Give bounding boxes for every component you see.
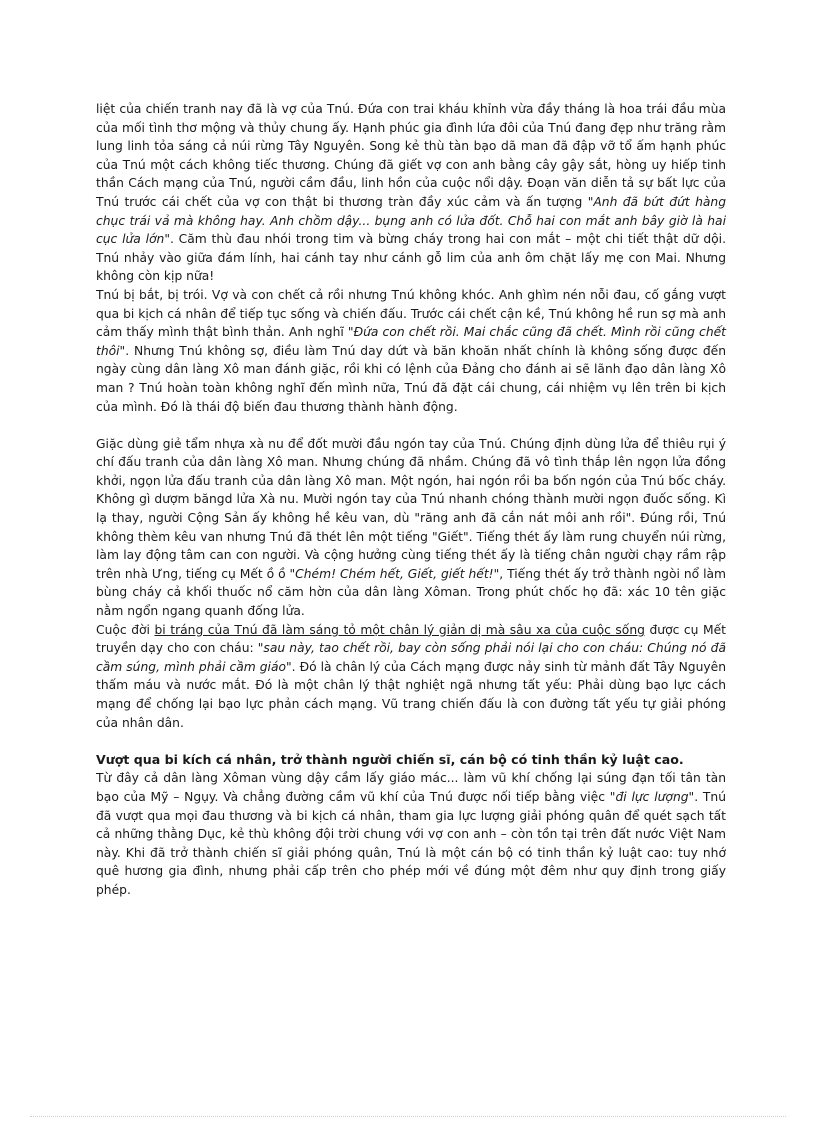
paragraph-tnu-captured [96,286,726,416]
paragraph-gap [96,416,726,435]
paragraph-gap [96,732,726,751]
text-span: ". Tnú đã vượt qua mọi đau thương và bi kịch cá nhân, tham gia lực lượng giải phóng quân để quét sạch tất cả những thằng Dục, kẻ thù không đội trời chung với vợ con anh – còn tồn tại trên đất nước Việt Nam này. Khi đã trở thành chiến sĩ giải phóng quân, Tnú là một cán bộ có tinh thần kỷ luật cao: tuy nhớ quê hương gia đình, nhưng phải cấp trên cho phép mới về đúng một đêm như quy định trong giấy phép. [96,789,726,897]
text-span: Tnú bị bắt, bị trói. Vợ và con chết cả rồi nhưng Tnú không khóc. Anh ghìm nén nỗi đau, cố gắng vượt qua bi kịch cá nhân để tiếp tục sống và chiến đấu. Trước cái chết cận kề, Tnú không hề run sợ mà anh cảm thấy mình thật bình thản. Anh nghĩ [96,287,726,340]
text-span: . Nhưng Tnú không sợ, điều làm Tnú day dứt và băn khoăn nhất chính là không sống được đến ngày cùng dân làng Xô man đánh giặc, rồi khi có lệnh của Đảng cho đánh ai sẽ lãnh đạo dân làng Xô man ? Tnú hoàn toàn không nghĩ đến mình nữa, Tnú đã đặt cái chung, cái nhiệm vụ lên trên bi kịch của mình. Đó là thái độ biến đau thương thành hành động. [96,343,726,414]
text-span: Cuộc đời [96,622,155,637]
quote-span: "Đứa con chết rồi. Mai chắc cũng đã chết. Mình rồi cũng chết thôi" [96,325,726,358]
text-span: Giặc dùng giẻ tẩm nhựa xà nu để đốt mười đầu ngón tay của Tnú. Chúng định dùng lửa để thiêu rụi ý chí đấu tranh của dân làng Xô man. Nhưng chúng đã nhầm. Chúng đã vô tình thắp lên ngọn lửa đồng khởi, ngọn lửa đấu tranh của dân làng Xô man. Một ngón, hai ngón rồi ba bốn ngón của Tnú bốc cháy. Không gì dượm băngd lửa Xà nu. Mười ngón tay của Tnú nhanh chóng thành mười ngọn đuốc sống. Kì lạ thay, người Cộng Sản ấy không hề kêu van, dù "răng anh đã cắn nát môi anh rồi". Đúng rồi, Tnú không thèm kêu van nhưng Tnú đã thét lên một tiếng "Giết". Tiếng thét ấy làm rung chuyển núi rừng, làm lay động tâm can con người. Và cộng hưởng cùng tiếng thét ấy là tiếng chân người chạy rầm rập trên nhà Ưng, tiếng cụ Mết ồ ồ " [96,436,726,581]
page-bottom-divider [30,1116,786,1117]
quote-span: Chém! Chém hết, Giết, giết hết! [295,566,494,581]
quote-span: đi lực lượng [615,789,689,804]
document-page [96,100,726,900]
text-span: Từ đây cả dân làng Xôman vùng dậy cầm lấy giáo mác... làm vũ khí chống lại súng đạn tối tân tàn bạo của Mỹ – Ngụy. Và chẳng đường cầm vũ khí của Tnú được nối tiếp bằng việc " [96,771,726,804]
paragraph-tnu-family-tragedy [96,100,726,286]
text-span: ", Tiếng thét ấy trở thành ngòi nổ làm bùng cháy cả khối thuốc nổ căm hờn của dân làng Xôman. Trong phút chốc họ đã: xác 10 tên giặc nằm ngổn ngang quanh đống lửa. [96,566,726,619]
text-span: liệt của chiến tranh nay đã là vợ của Tnú. Đứa con trai kháu khỉnh vừa đầy tháng là hoa trái đầu mùa của mối tình thơ mộng và thủy chung ấy. Hạnh phúc gia đình lứa đôi của Tnú đang đẹp như trăng rằm lung linh tỏa sáng cả núi rừng Tây Nguyên. Song kẻ thù tàn bạo dã man đã đập vỡ tổ ấm hạnh phúc của Tnú một cách không tiếc thương. Chúng đã giết vợ con anh bằng cây gậy sắt, hòng uy hiếp tinh thần Cách mạng của Tnú, người cầm đầu, linh hồn của cuộc nổi dậy. Đoạn văn diễn tả sự bất lực của Tnú trước cái chết của vợ con thật bi thương tràn đầy xúc cảm và ấn tượng " [96,102,726,209]
quote-span: Anh đã bứt đứt hàng chục trái vả mà không hay. Anh chồm dậy... bụng anh có lửa đốt. Chỗ hai con mắt anh bây giờ là hai cục lửa lớn [96,194,726,247]
text-span: ". Đó là chân lý của Cách mạng được nảy sinh từ mảnh đất Tây Nguyên thấm máu và nước mắt. Đó là một chân lý thật nghiệt ngã nhưng tất yếu: Phải dùng bạo lực cách mạng để chống lại bạo lực phản cách mạng. Vũ trang chiến đấu là con đường tất yếu tự giải phóng của nhân dân. [96,659,726,730]
text-span: được cụ Mết truyền dạy cho con cháu: " [96,622,726,656]
section-heading: Vượt qua bi kích cá nhân, trở thành người chiến sĩ, cán bộ có tinh thần kỷ luật cao. [96,751,684,767]
paragraph-liberation-soldier [96,769,726,899]
text-span: ". Căm thù đau nhói trong tim và bừng cháy trong hai con mắt – một chi tiết thật dữ dội. Tnú nhảy vào giữa đám lính, hai cánh tay như cánh gỗ lim của anh ôm chặt lấy mẹ con Mai. Nhưng không còn kịp nữa! [96,232,726,284]
quote-span: sau này, tao chết rồi, bay còn sống phải nói lại cho con cháu: Chúng nó đã cầm súng, mình phải cầm giáo [96,641,727,674]
underlined-span: bi tráng của Tnú đã làm sáng tỏ một chân lý giản dị mà sâu xa của cuộc sống [154,622,645,637]
paragraph-truth-of-life [96,621,726,733]
paragraph-burning-fingers [96,435,726,621]
